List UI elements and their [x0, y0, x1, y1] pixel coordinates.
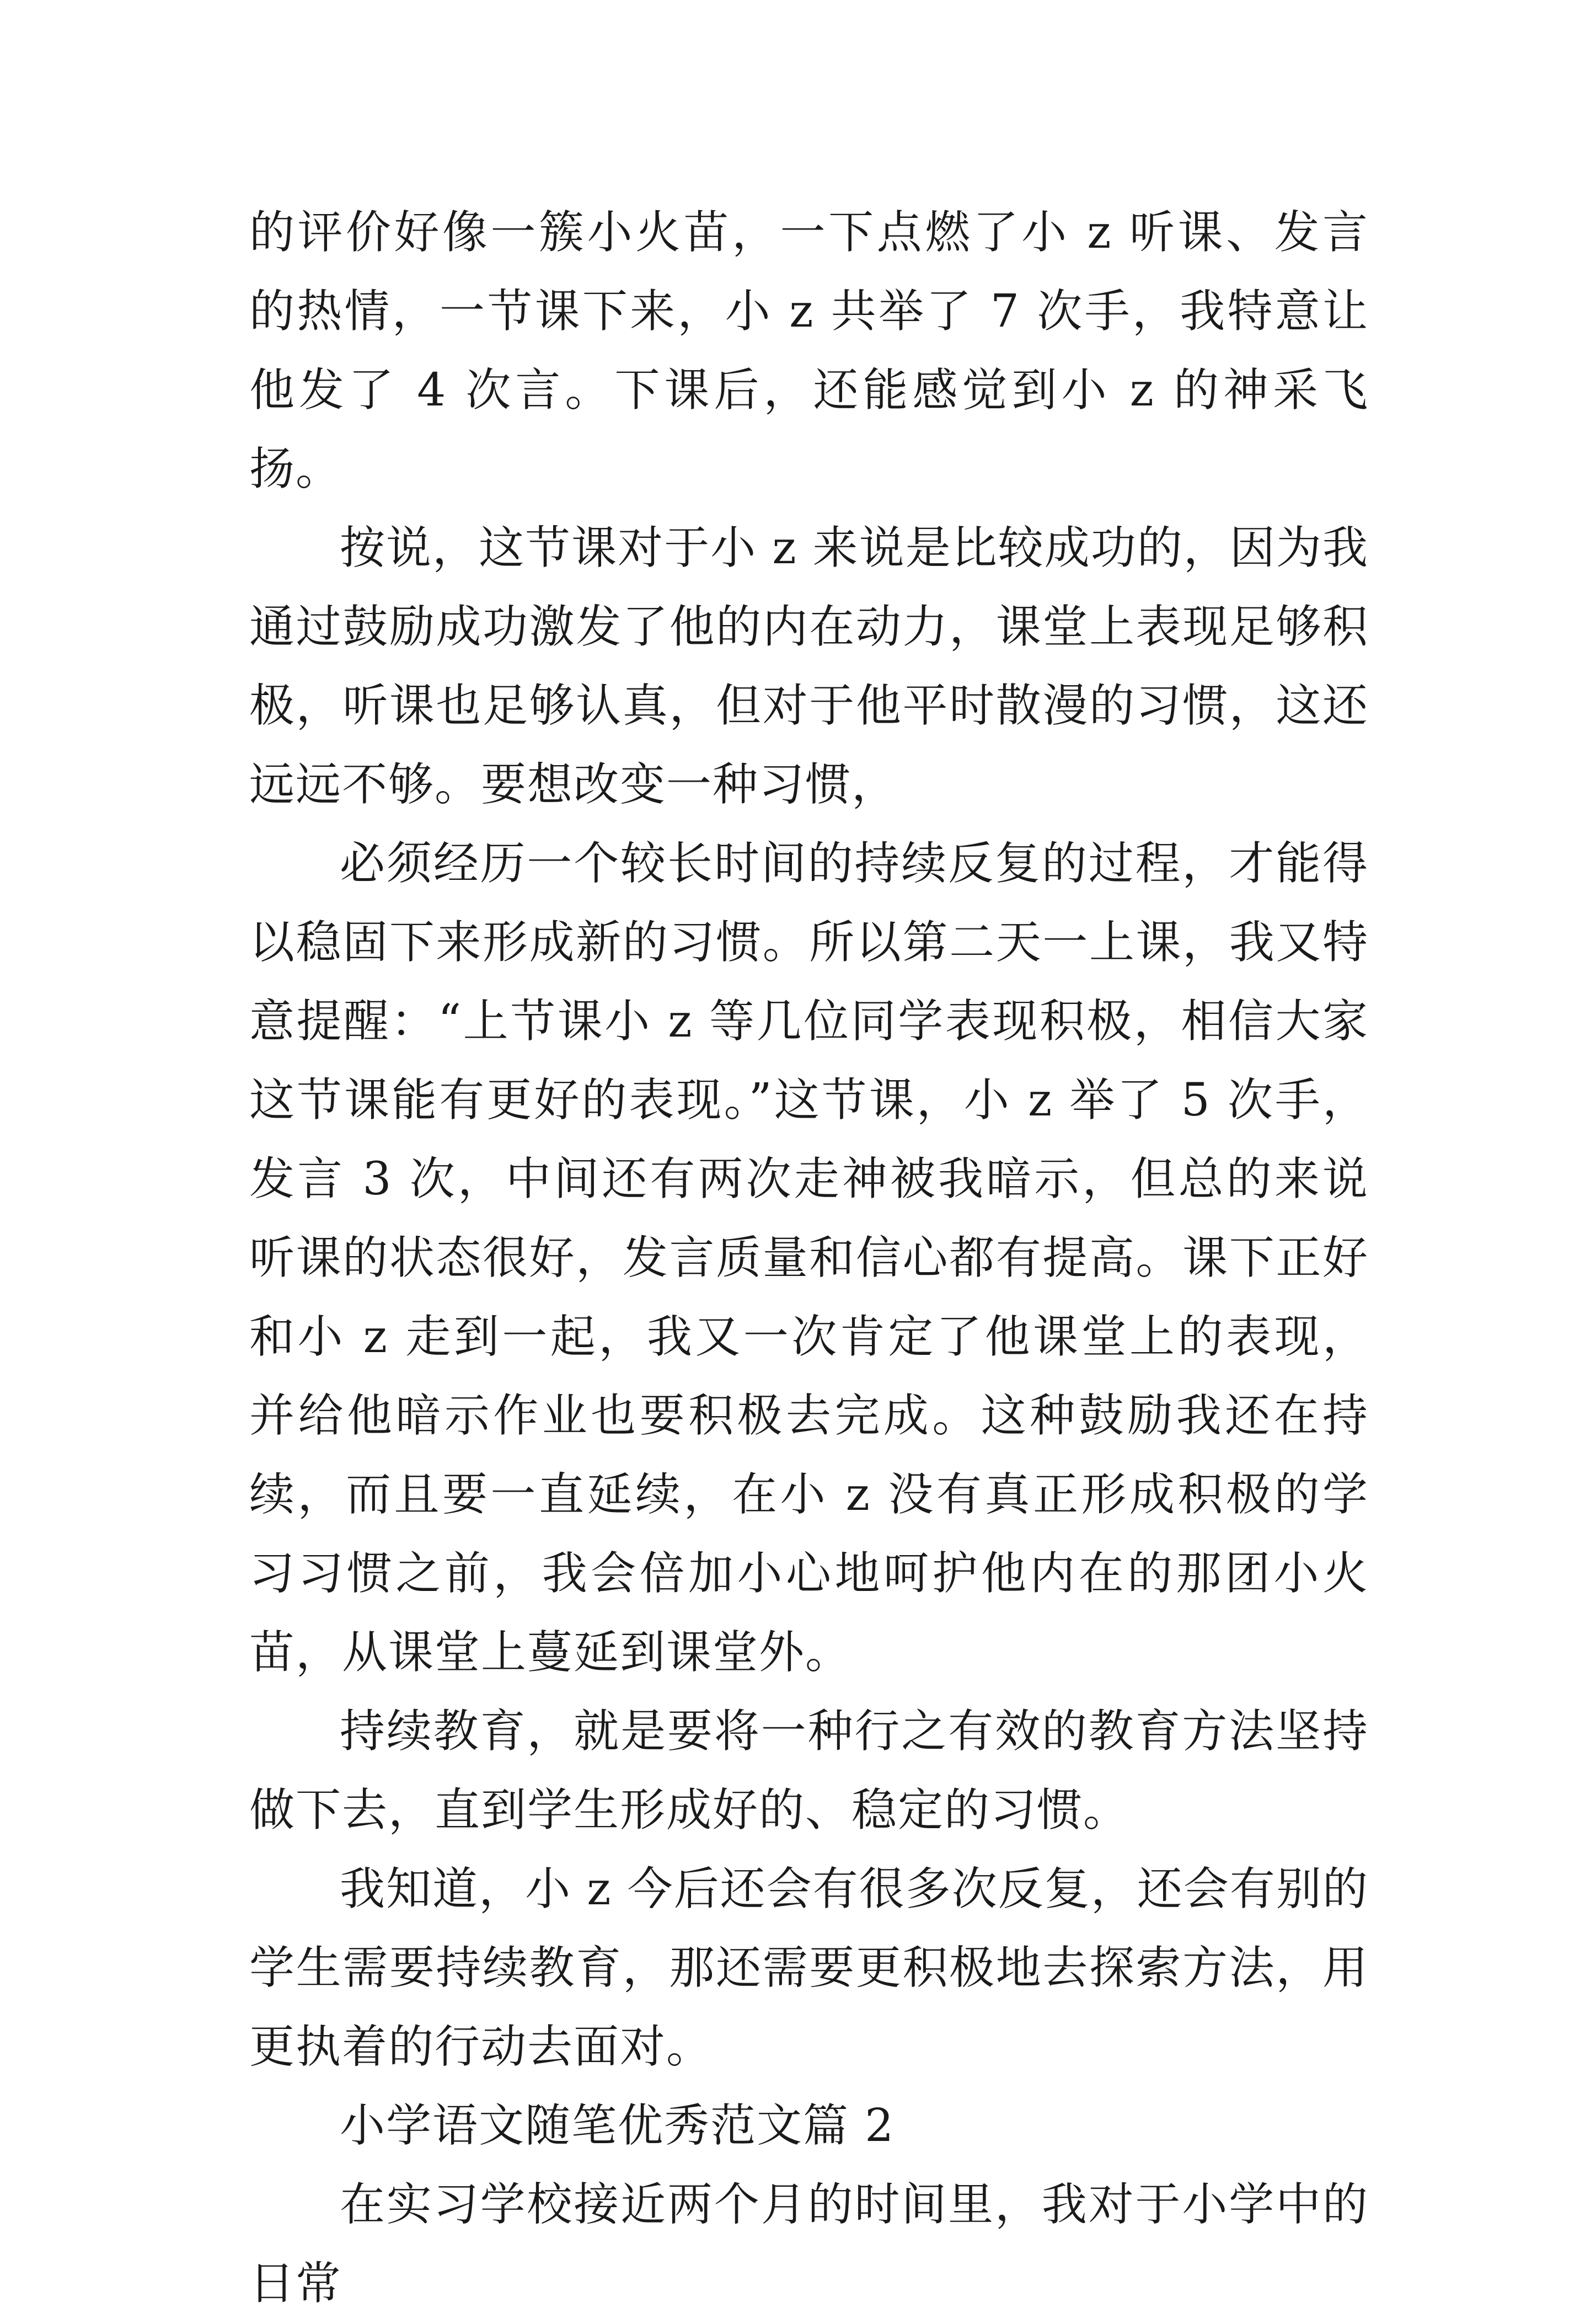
paragraph: 按说，这节课对于小 z 来说是比较成功的，因为我通过鼓励成功激发了他的内在动力，课堂上表现足够积极，听课也足够认真，但对于他平时散漫的习惯，这还远远不够。要想改变一种习惯， — [249, 522, 1369, 811]
paragraph: 必须经历一个较长时间的持续反复的过程，才能得以稳固下来形成新的习惯。所以第二天一上课，我又特意提醒：“上节课小 z 等几位同学表现积极，相信大家这节课能有更好的表现。”这节课，小 z 举了 5 次手，发言 3 次，中间还有两次走神被我暗示，但总的来说听课的状态很好，发言质量和信心都有提高。课下正好和小 z 走到一起，我又一次肯定了他课堂上的表现，并给他暗示作业也要积极去完成。这种鼓励我还在持续，而且要一直延续，在小 z 没有真正形成积极的学习习惯之前，我会倍加小心地呵护他内在的那团小火苗，从课堂上蔓延到课堂外。 — [249, 837, 1369, 1679]
section-heading: 小学语文随笔优秀范文篇 2 — [340, 2100, 895, 2152]
paragraph: 在实习学校接近两个月的时间里，我对于小学中的日常 — [249, 2178, 1369, 2310]
paragraph: 持续教育，就是要将一种行之有效的教育方法坚持做下去，直到学生形成好的、稳定的习惯。 — [249, 1705, 1369, 1836]
article-body — [249, 193, 1369, 2323]
paragraph: 我知道，小 z 今后还会有很多次反复，还会有别的学生需要持续教育，那还需要更积极地去探索方法，用更执着的行动去面对。 — [249, 1863, 1369, 2073]
paragraph-continued: 的评价好像一簇小火苗，一下点燃了小 z 听课、发言的热情，一节课下来，小 z 共举了 7 次手，我特意让他发了 4 次言。下课后，还能感觉到小 z 的神采飞扬。 — [249, 206, 1369, 495]
